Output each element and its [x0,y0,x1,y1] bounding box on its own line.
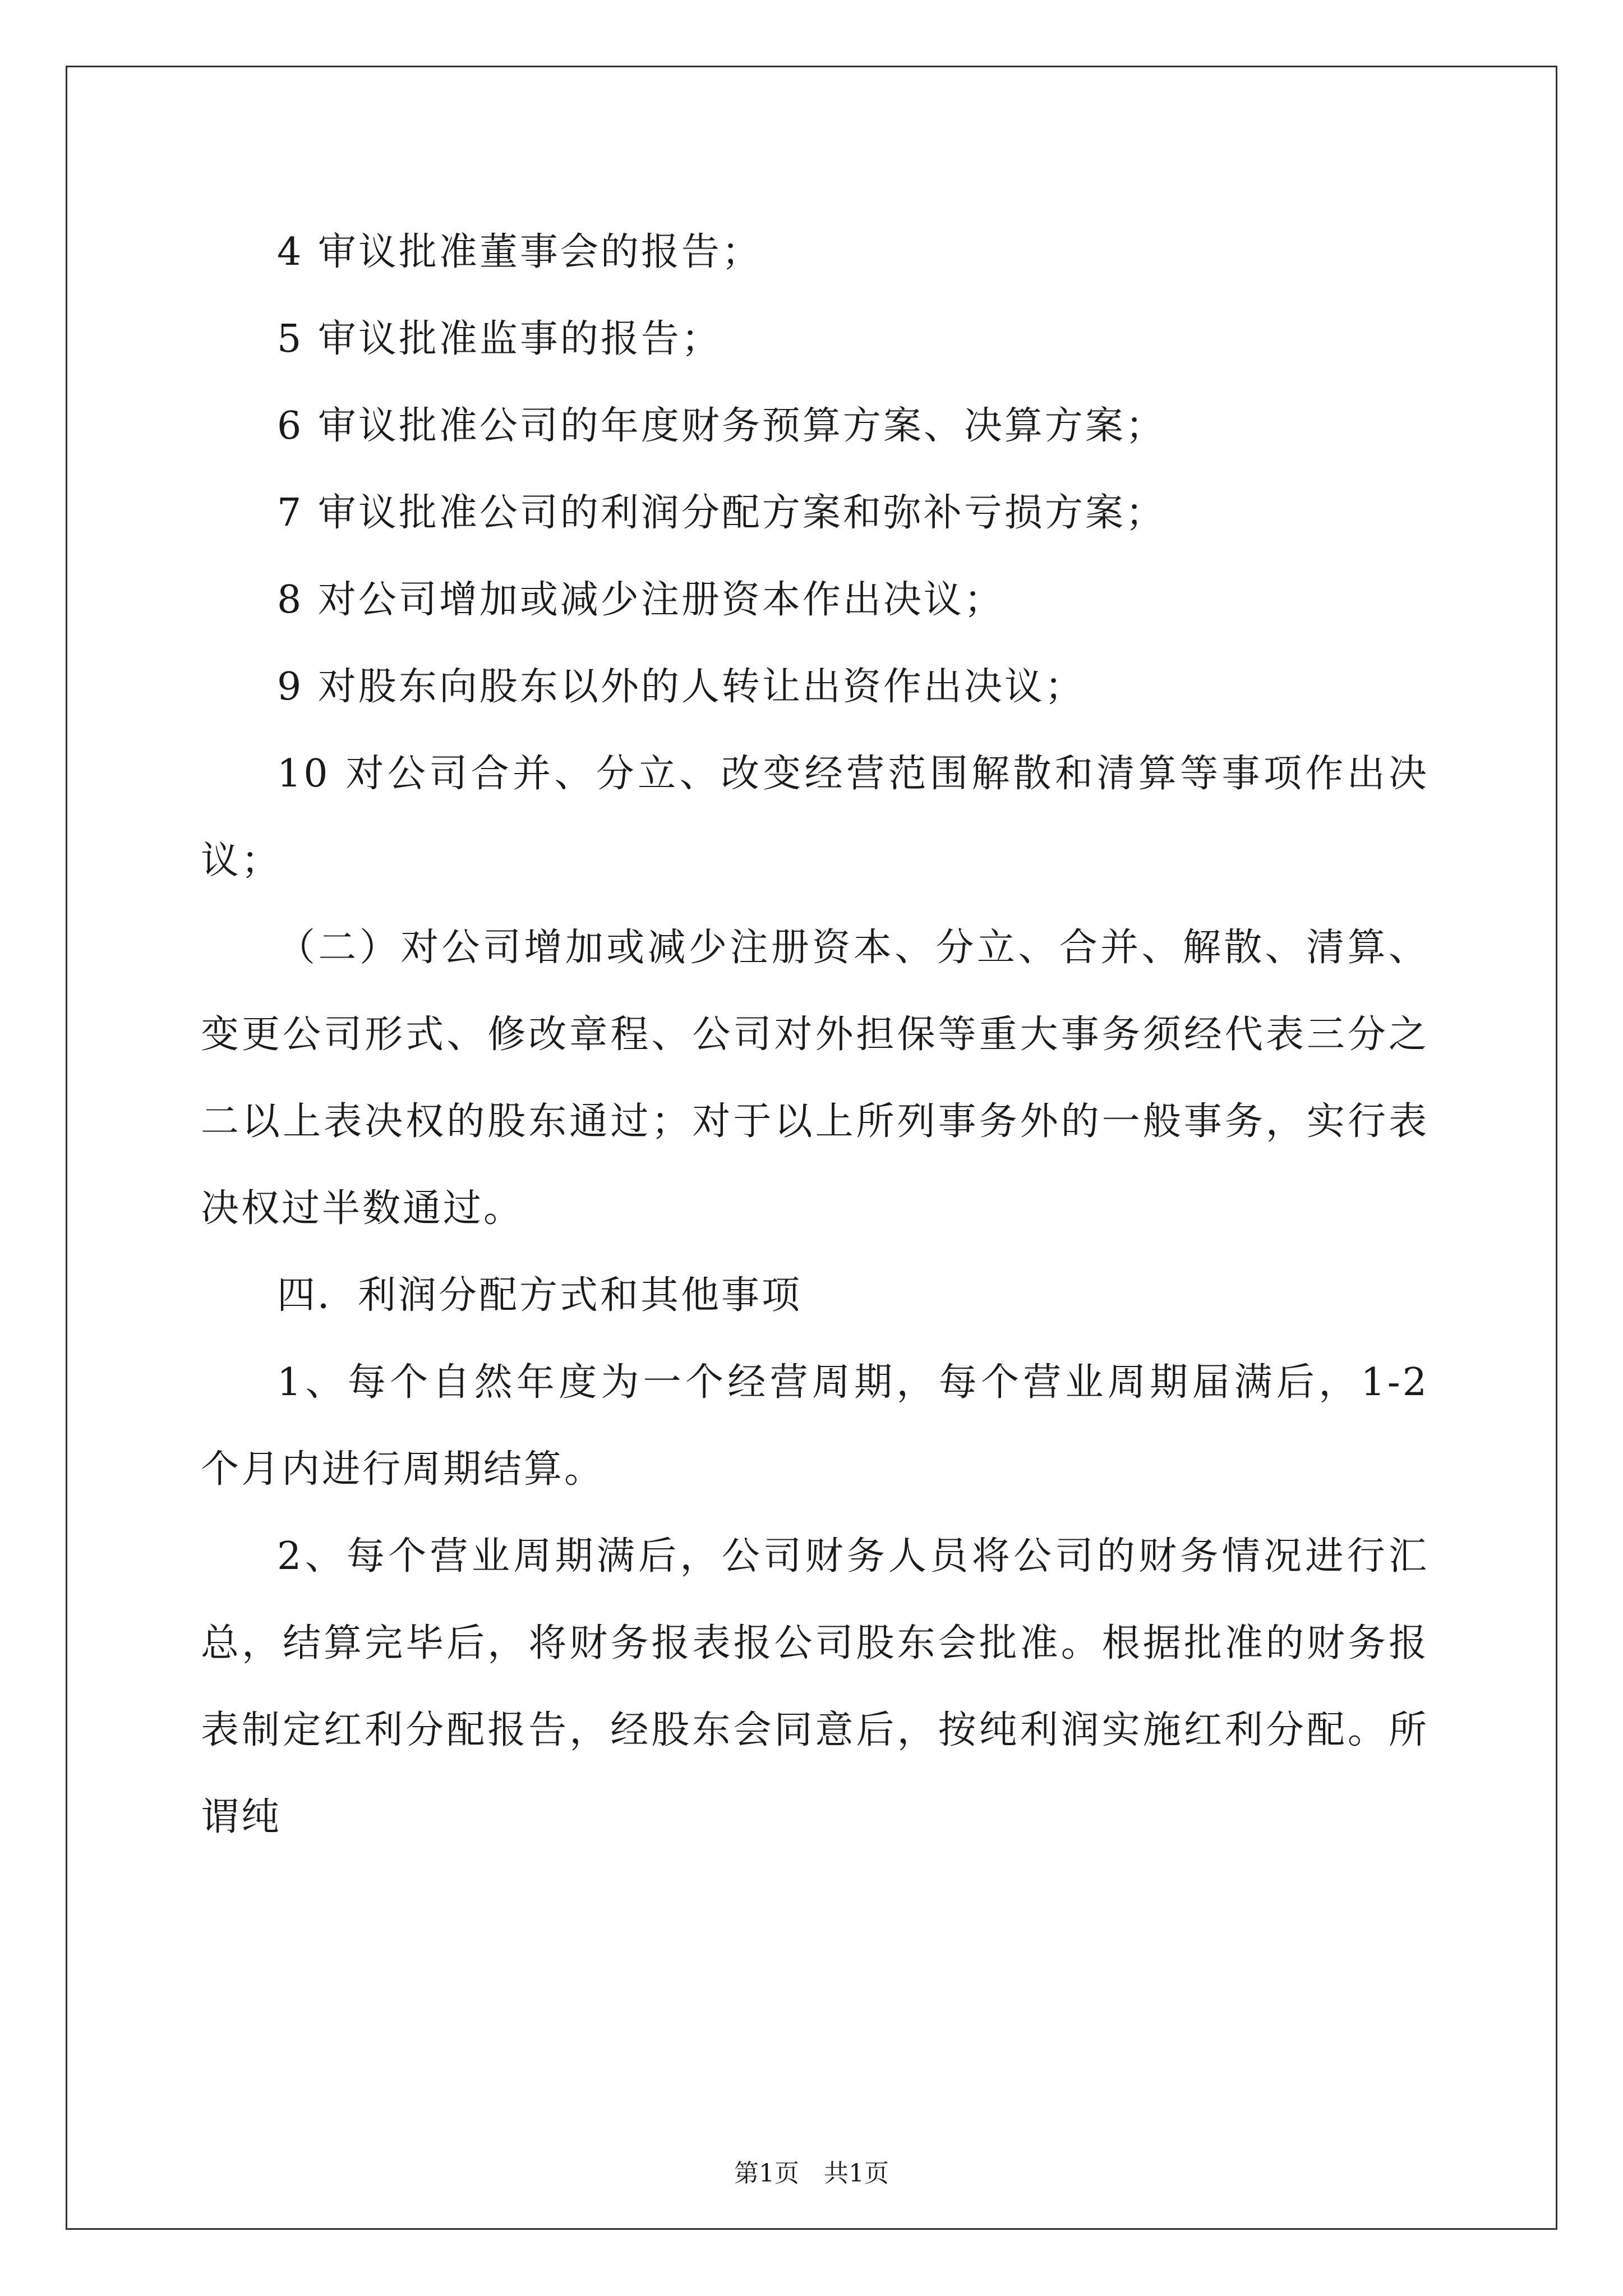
paragraph-fiscal-cycle: 1、每个自然年度为一个经营周期，每个营业周期届满后，1-2 个月内进行周期结算。 [201,1360,1429,1492]
paragraph-item-10: 10 对公司合并、分立、改变经营范围解散和清算等事项作出决议； [201,752,1429,883]
paragraph-item-7: 7 审议批准公司的利润分配方案和弥补亏损方案； [277,491,1166,535]
paragraph-item-8: 8 对公司增加或减少注册资本作出决议； [277,578,1004,622]
paragraph-item-9: 9 对股东向股东以外的人转让出资作出决议； [277,665,1085,709]
paragraph-voting-rules: （二）对公司增加或减少注册资本、分立、合并、解散、清算、变更公司形式、修改章程、公司对外担保等重大事务须经代表三分之二以上表决权的股东通过；对于以上所列事务外的一般事务，实行表决权过半数通过。 [201,926,1429,1231]
section-heading-profit-distribution: 四．利润分配方式和其他事项 [277,1273,803,1318]
page-footer: 第1页 共1页 [734,2159,889,2188]
document-body [201,209,1429,1861]
paragraph-item-6: 6 审议批准公司的年度财务预算方案、决算方案； [277,404,1166,448]
paragraph-item-5: 5 审议批准监事的报告； [277,317,722,361]
paragraph-dividend-procedure: 2、每个营业周期满后，公司财务人员将公司的财务情况进行汇总，结算完毕后，将财务报表报公司股东会批准。根据批准的财务报表制定红利分配报告，经股东会同意后，按纯利润实施红利分配。所谓纯 [201,1534,1429,1839]
paragraph-item-4: 4 审议批准董事会的报告； [277,230,762,274]
